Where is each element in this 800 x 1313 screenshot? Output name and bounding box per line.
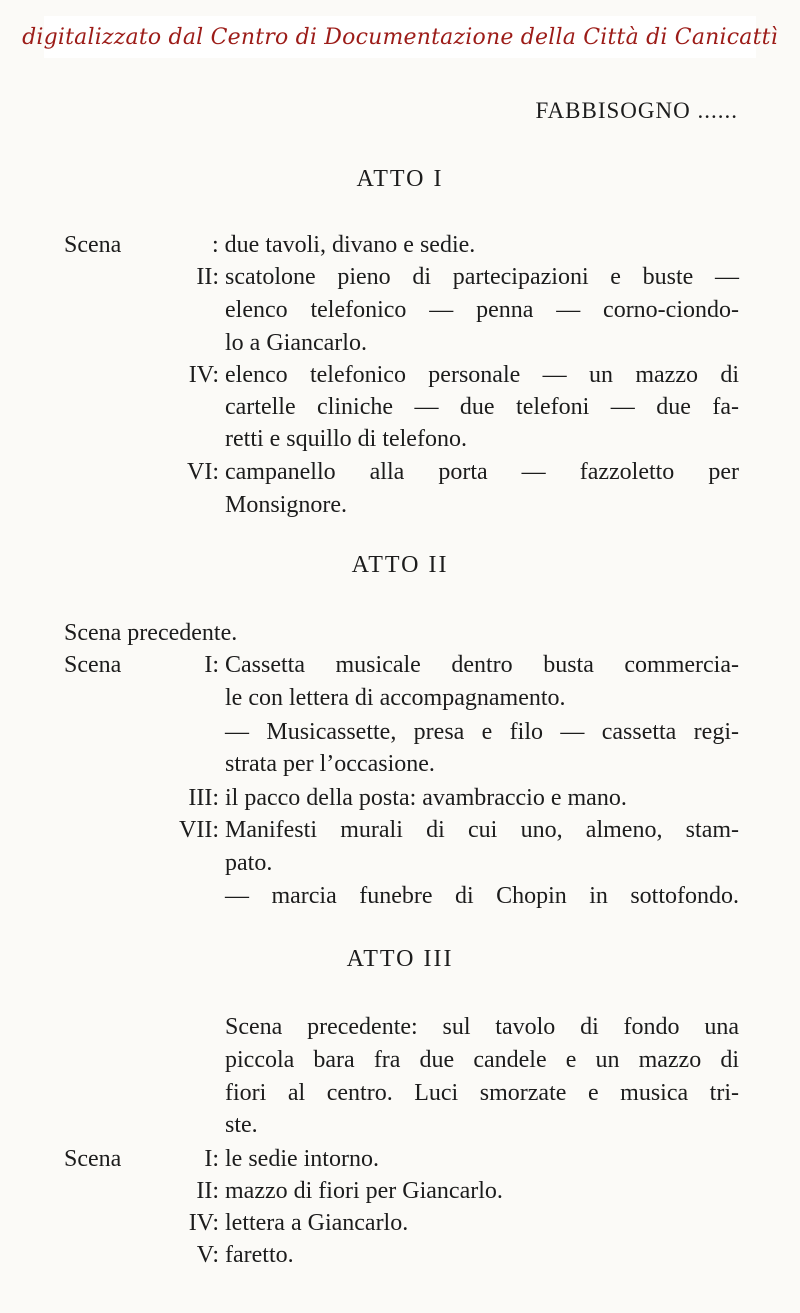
digitization-banner	[22, 16, 778, 58]
scene-number: IV:	[188, 1210, 219, 1236]
scene-line: : due tavoli, divano e sedie.	[212, 232, 476, 258]
act-intro-line: ste.	[225, 1112, 258, 1138]
scene-line: campanello alla porta — fazzoletto per	[225, 459, 739, 485]
act-intro-line: piccola bara fra due candele e un mazzo di	[225, 1047, 739, 1073]
scene-line: lettera a Giancarlo.	[225, 1210, 409, 1236]
act-2-heading: ATTO II	[351, 552, 449, 578]
scene-line: le con lettera di accompagnamento.	[225, 685, 566, 711]
scene-line: lo a Giancarlo.	[225, 330, 367, 356]
scene-line: faretto.	[225, 1242, 294, 1268]
scene-line: — marcia funebre di Chopin in sottofondo.	[225, 883, 739, 909]
scene-line: Monsignore.	[225, 492, 347, 518]
scene-number: IV:	[188, 362, 219, 388]
scena-label: Scena	[64, 1146, 122, 1172]
scene-line: pato.	[225, 850, 273, 876]
document-title: FABBISOGNO ......	[535, 98, 738, 123]
scene-number: V:	[196, 1242, 219, 1268]
scene-line: il pacco della posta: avambraccio e mano.	[225, 785, 627, 811]
scene-number: I:	[204, 1146, 219, 1172]
scene-number: III:	[188, 785, 219, 811]
scene-line: cartelle cliniche — due telefoni — due fa-	[225, 394, 739, 420]
scene-line: Cassetta musicale dentro busta commercia-	[225, 652, 739, 678]
banner-text: digitalizzato dal Centro di Documentazione della Città di Canicattì	[22, 24, 778, 50]
scene-number: II:	[196, 264, 219, 290]
act-intro-line: Scena precedente: sul tavolo di fondo una	[225, 1014, 739, 1040]
scena-label: Scena	[64, 652, 122, 678]
scene-line: strata per l’occasione.	[225, 751, 435, 777]
scene-number: II:	[196, 1178, 219, 1204]
act-1-heading: ATTO I	[356, 166, 444, 192]
scene-line: elenco telefonico — penna — corno-ciondo-	[225, 297, 739, 323]
scene-line: — Musicassette, presa e filo — cassetta regi-	[225, 719, 739, 745]
scene-number: VII:	[179, 817, 219, 843]
scene-line: Manifesti murali di cui uno, almeno, stam-	[225, 817, 739, 843]
scena-label: Scena	[64, 232, 122, 258]
scene-number: I:	[204, 652, 219, 678]
act-intro-line: fiori al centro. Luci smorzate e musica tri-	[225, 1080, 739, 1106]
scene-line: scatolone pieno di partecipazioni e buste —	[225, 264, 739, 290]
act-3-heading: ATTO III	[346, 946, 454, 972]
scene-line: le sedie intorno.	[225, 1146, 379, 1172]
scene-line: elenco telefonico personale — un mazzo di	[225, 362, 739, 388]
scene-line: mazzo di fiori per Giancarlo.	[225, 1178, 503, 1204]
scene-number: VI:	[187, 459, 219, 485]
act-intro: Scena precedente.	[64, 620, 238, 646]
scene-line: retti e squillo di telefono.	[225, 426, 467, 452]
